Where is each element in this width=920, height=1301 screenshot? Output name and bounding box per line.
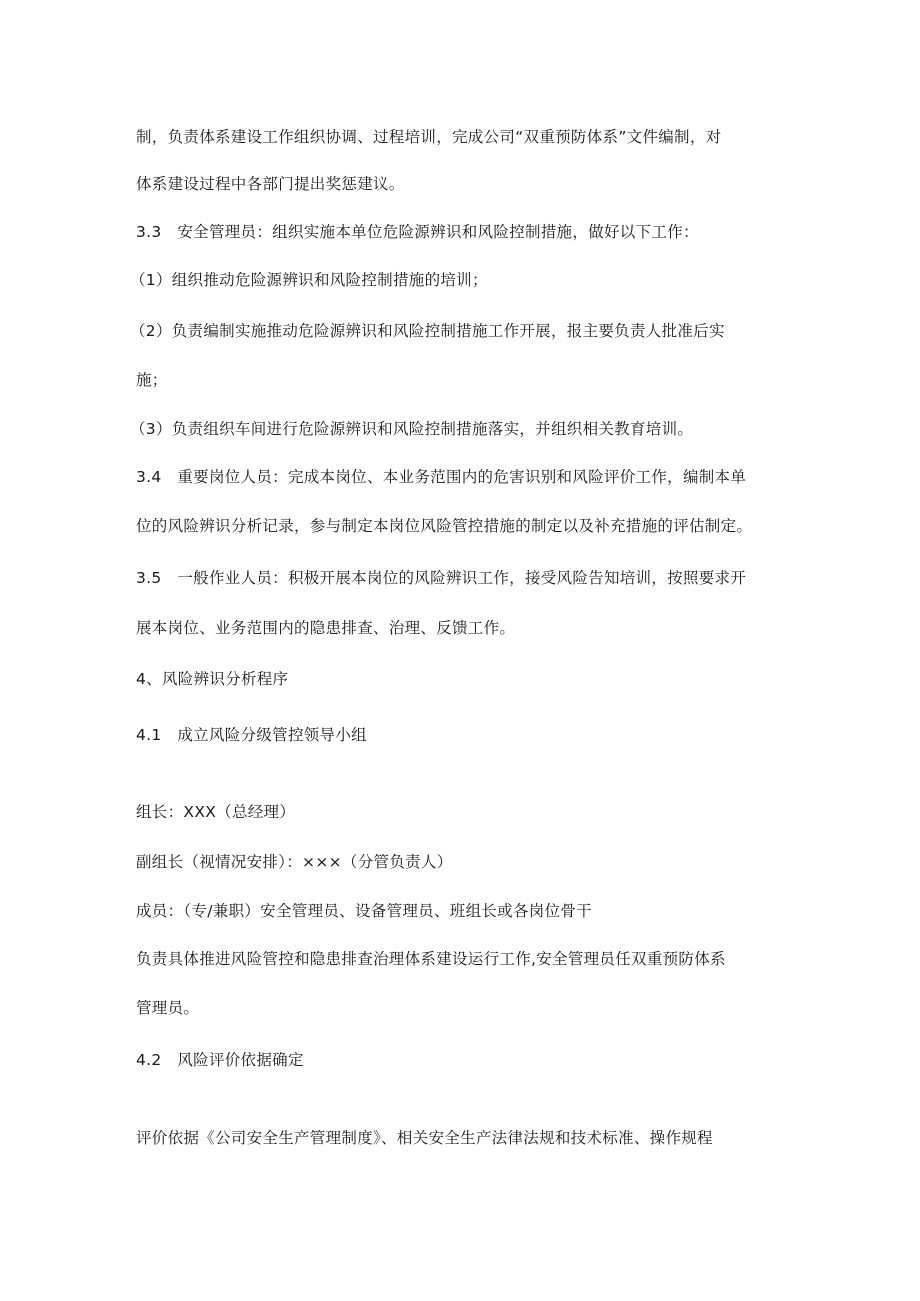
section-4-heading: 4、风险辨识分析程序 — [136, 670, 289, 688]
list-item-1: （1）组织推动危险源辨识和风险控制措施的培训； — [130, 271, 488, 289]
text-line-2: 体系建设过程中各部门提出奖惩建议。 — [136, 175, 405, 193]
section-3-4-continued: 位的风险辨识分析记录，参与制定本岗位风险管控措施的制定以及补充措施的评估制定。 — [136, 517, 753, 535]
section-3-5-heading: 3.5 一般作业人员：积极开展本岗位的风险辨识工作，接受风险告知培训，按照要求开 — [136, 569, 747, 587]
text-line-1: 制，负责体系建设工作组织协调、过程培训，完成公司“双重预防体系”文件编制，对 — [136, 128, 722, 146]
evaluation-basis-line: 评价依据《公司安全生产管理制度》、相关安全生产法律法规和技术标准、操作规程 — [136, 1129, 713, 1147]
section-4-2-heading: 4.2 风险评价依据确定 — [136, 1051, 304, 1069]
section-3-4-heading: 3.4 重要岗位人员：完成本岗位、本业务范围内的危害识别和风险评价工作，编制本单 — [136, 468, 747, 486]
list-item-3: （3）负责组织车间进行危险源辨识和风险控制措施落实，并组织相关教育培训。 — [130, 420, 694, 438]
deputy-leader-line: 副组长（视情况安排）：×××（分管负责人） — [136, 853, 453, 871]
list-item-2-continued: 施； — [136, 371, 168, 389]
responsibility-line: 负责具体推进风险管控和隐患排查治理体系建设运行工作,安全管理员任双重预防体系 — [136, 950, 726, 968]
section-3-3-heading: 3.3 安全管理员：组织实施本单位危险源辨识和风险控制措施，做好以下工作： — [136, 223, 699, 241]
team-leader-line: 组长：XXX（总经理） — [136, 803, 296, 821]
list-item-2: （2）负责编制实施推动危险源辨识和风险控制措施工作开展，报主要负责人批准后实 — [130, 322, 725, 340]
members-line: 成员：（专/兼职）安全管理员、设备管理员、班组长或各岗位骨干 — [136, 902, 592, 920]
section-3-5-continued: 展本岗位、业务范围内的隐患排查、治理、反馈工作。 — [136, 619, 516, 637]
responsibility-continued: 管理员。 — [136, 999, 200, 1017]
section-4-1-heading: 4.1 成立风险分级管控领导小组 — [136, 726, 367, 744]
